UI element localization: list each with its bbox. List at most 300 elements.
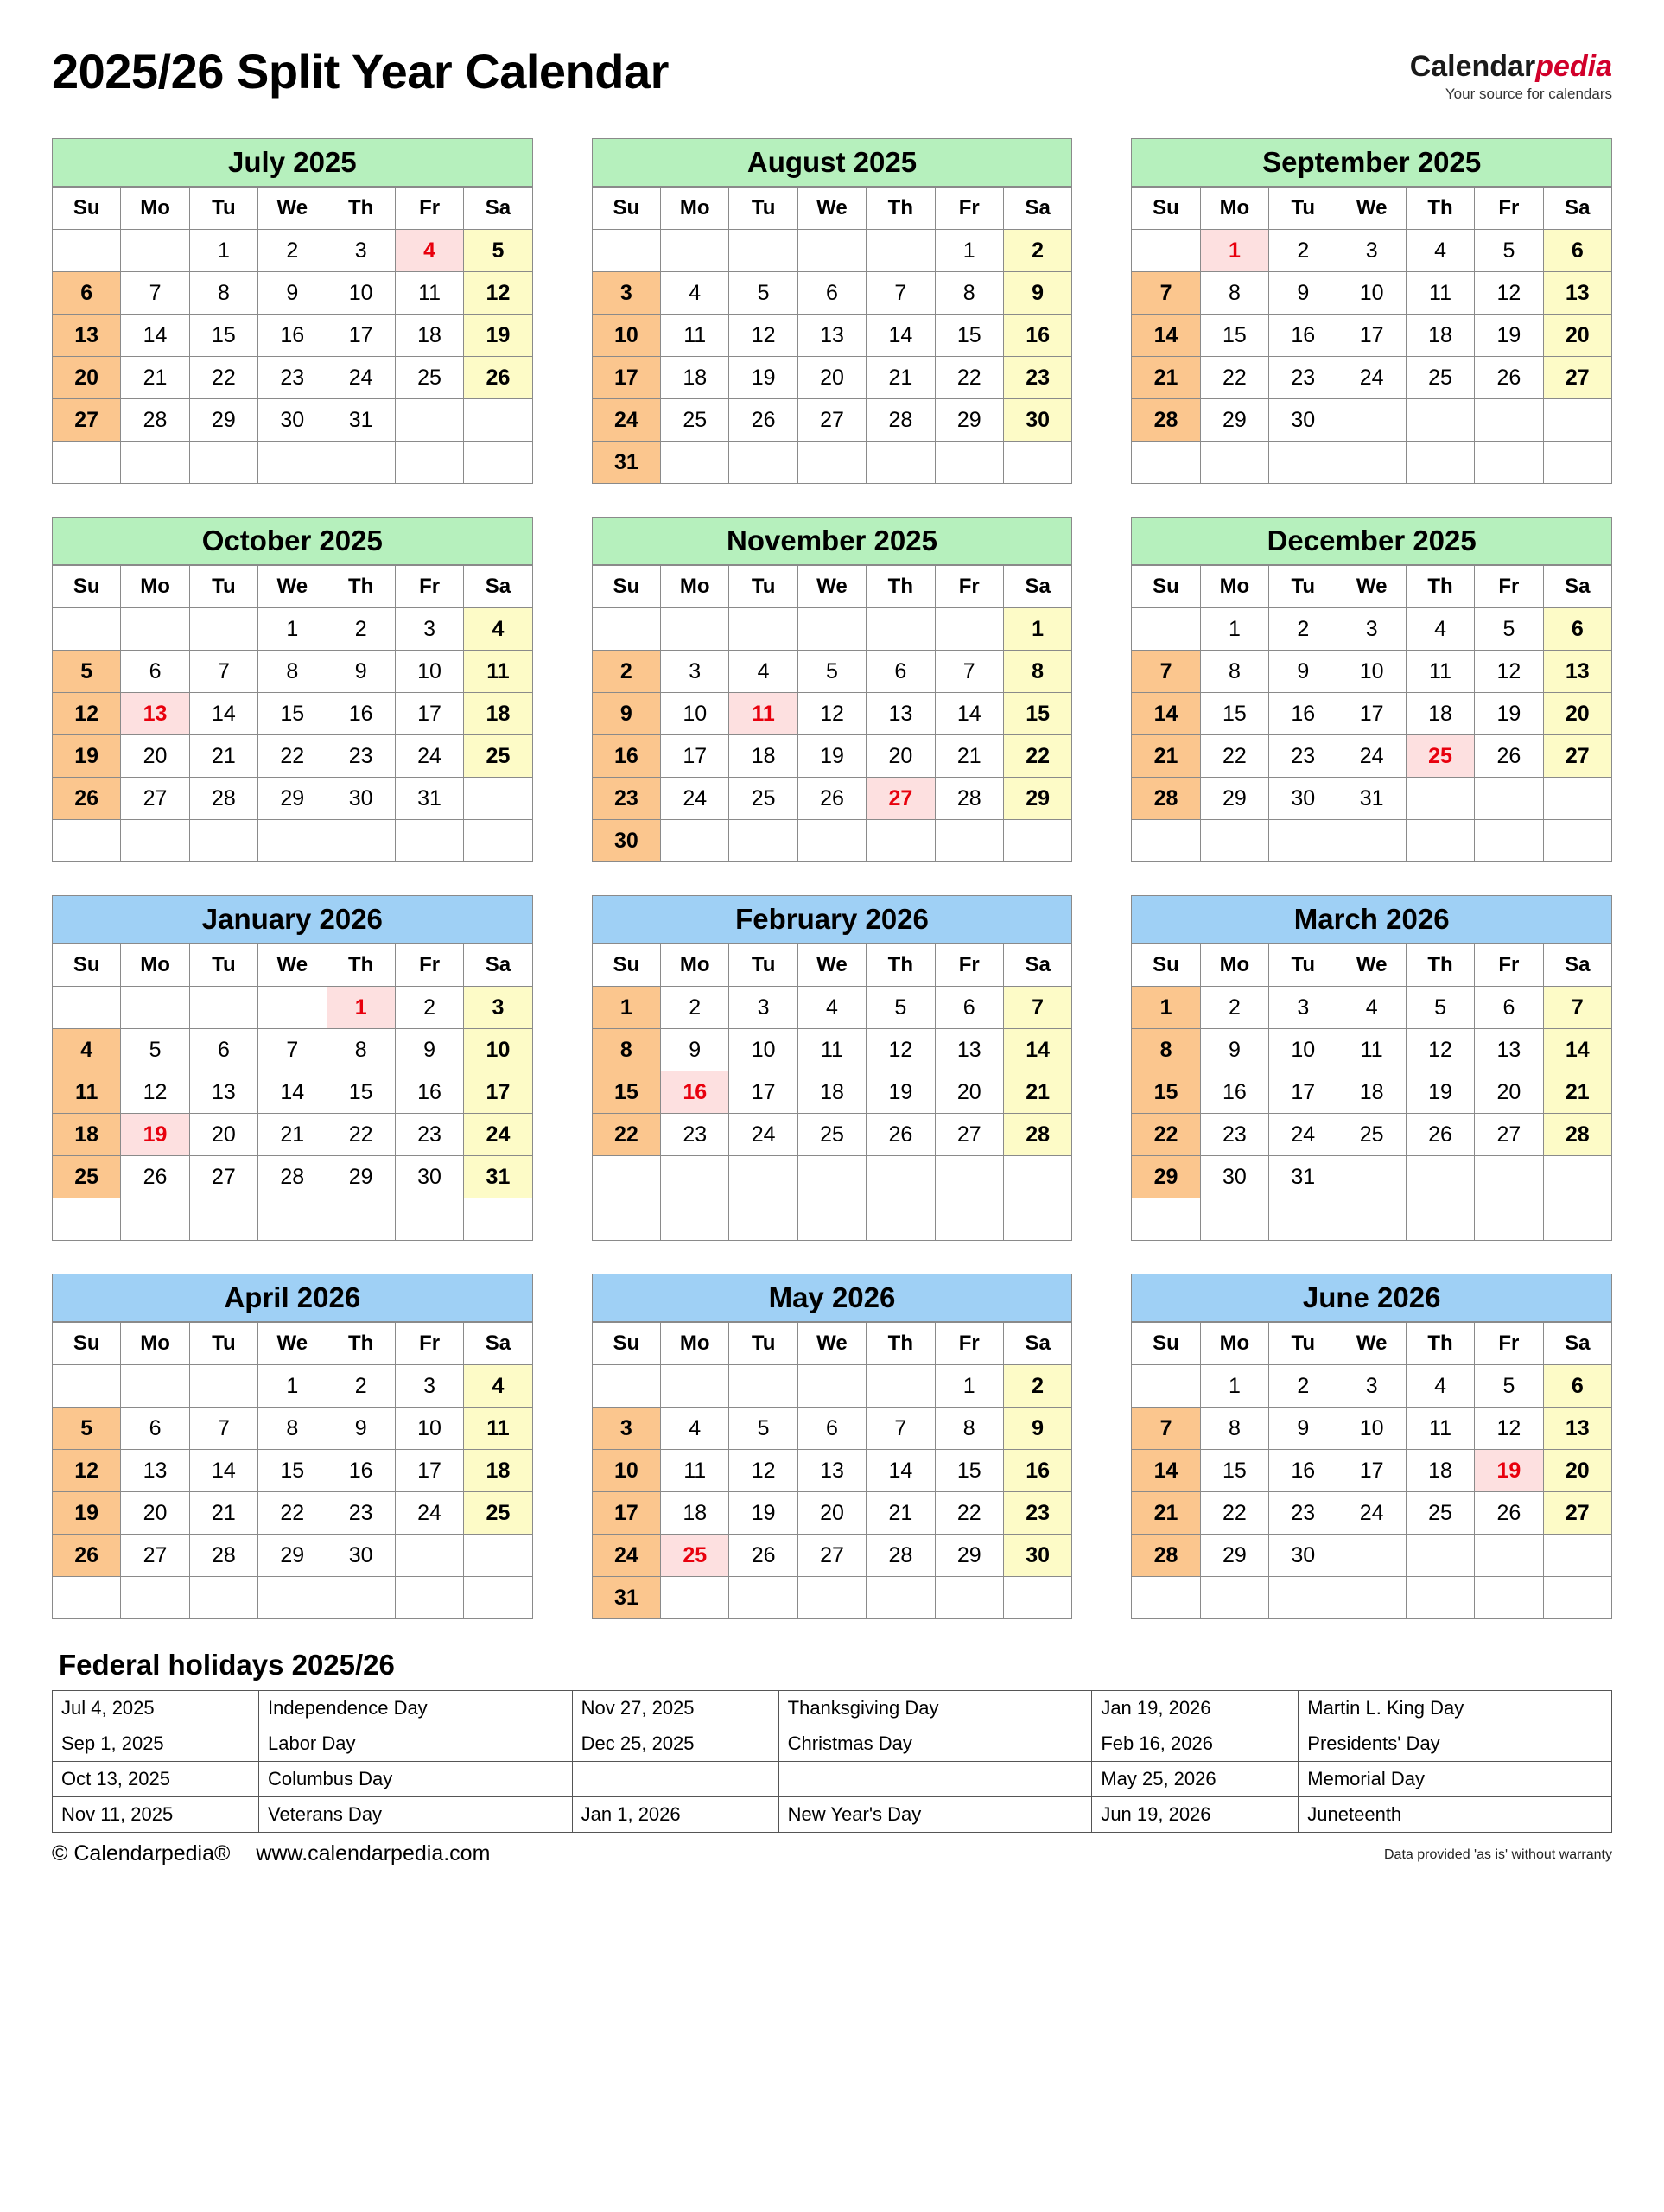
day-cell[interactable]: 12: [53, 693, 121, 735]
day-cell[interactable]: 4: [53, 1029, 121, 1071]
day-cell[interactable]: 29: [1200, 399, 1268, 442]
day-cell[interactable]: 6: [797, 272, 866, 315]
day-cell[interactable]: 28: [1132, 1535, 1200, 1577]
day-cell[interactable]: 25: [729, 778, 797, 820]
day-cell[interactable]: 12: [53, 1450, 121, 1492]
day-cell[interactable]: 1: [1200, 230, 1268, 272]
day-cell[interactable]: 16: [395, 1071, 463, 1114]
day-cell[interactable]: 11: [729, 693, 797, 735]
day-cell[interactable]: 12: [797, 693, 866, 735]
day-cell[interactable]: 6: [1475, 987, 1543, 1029]
day-cell[interactable]: 14: [1132, 315, 1200, 357]
day-cell[interactable]: 1: [1003, 608, 1071, 651]
day-cell[interactable]: 18: [464, 693, 532, 735]
day-cell[interactable]: 18: [53, 1114, 121, 1156]
day-cell[interactable]: 19: [867, 1071, 935, 1114]
day-cell[interactable]: 18: [661, 1492, 729, 1535]
day-cell[interactable]: 17: [464, 1071, 532, 1114]
day-cell[interactable]: 28: [867, 1535, 935, 1577]
day-cell[interactable]: 28: [1132, 399, 1200, 442]
day-cell[interactable]: 19: [797, 735, 866, 778]
day-cell[interactable]: 23: [1200, 1114, 1268, 1156]
day-cell[interactable]: 4: [1337, 987, 1406, 1029]
day-cell[interactable]: 11: [464, 651, 532, 693]
day-cell[interactable]: 19: [1475, 1450, 1543, 1492]
day-cell[interactable]: 15: [258, 1450, 327, 1492]
day-cell[interactable]: 2: [258, 230, 327, 272]
day-cell[interactable]: 5: [1475, 1365, 1543, 1408]
day-cell[interactable]: 10: [1337, 651, 1406, 693]
day-cell[interactable]: 29: [258, 778, 327, 820]
day-cell[interactable]: 21: [189, 735, 257, 778]
day-cell[interactable]: 16: [1269, 1450, 1337, 1492]
day-cell[interactable]: 13: [1543, 1408, 1611, 1450]
day-cell[interactable]: 5: [53, 1408, 121, 1450]
day-cell[interactable]: 30: [1200, 1156, 1268, 1198]
day-cell[interactable]: 15: [1200, 1450, 1268, 1492]
day-cell[interactable]: 14: [1543, 1029, 1611, 1071]
day-cell[interactable]: 12: [464, 272, 532, 315]
day-cell[interactable]: 23: [327, 735, 395, 778]
day-cell[interactable]: 20: [1475, 1071, 1543, 1114]
day-cell[interactable]: 26: [1406, 1114, 1474, 1156]
day-cell[interactable]: 9: [395, 1029, 463, 1071]
day-cell[interactable]: 1: [258, 608, 327, 651]
day-cell[interactable]: 8: [1132, 1029, 1200, 1071]
day-cell[interactable]: 27: [797, 1535, 866, 1577]
day-cell[interactable]: 30: [592, 820, 660, 862]
day-cell[interactable]: 3: [327, 230, 395, 272]
day-cell[interactable]: 9: [661, 1029, 729, 1071]
day-cell[interactable]: 10: [395, 1408, 463, 1450]
day-cell[interactable]: 15: [1003, 693, 1071, 735]
day-cell[interactable]: 28: [1003, 1114, 1071, 1156]
day-cell[interactable]: 27: [1543, 735, 1611, 778]
day-cell[interactable]: 19: [729, 357, 797, 399]
day-cell[interactable]: 22: [1132, 1114, 1200, 1156]
day-cell[interactable]: 17: [1337, 1450, 1406, 1492]
day-cell[interactable]: 6: [53, 272, 121, 315]
day-cell[interactable]: 14: [867, 1450, 935, 1492]
day-cell[interactable]: 27: [797, 399, 866, 442]
day-cell[interactable]: 3: [1337, 1365, 1406, 1408]
day-cell[interactable]: 10: [327, 272, 395, 315]
day-cell[interactable]: 5: [1475, 608, 1543, 651]
day-cell[interactable]: 23: [1003, 1492, 1071, 1535]
day-cell[interactable]: 2: [1269, 230, 1337, 272]
day-cell[interactable]: 25: [661, 1535, 729, 1577]
day-cell[interactable]: 13: [935, 1029, 1003, 1071]
day-cell[interactable]: 5: [729, 1408, 797, 1450]
day-cell[interactable]: 3: [592, 1408, 660, 1450]
day-cell[interactable]: 14: [121, 315, 189, 357]
day-cell[interactable]: 14: [1003, 1029, 1071, 1071]
day-cell[interactable]: 18: [1406, 693, 1474, 735]
day-cell[interactable]: 5: [1475, 230, 1543, 272]
day-cell[interactable]: 11: [1406, 1408, 1474, 1450]
day-cell[interactable]: 31: [395, 778, 463, 820]
day-cell[interactable]: 25: [464, 1492, 532, 1535]
day-cell[interactable]: 2: [1269, 1365, 1337, 1408]
day-cell[interactable]: 23: [395, 1114, 463, 1156]
day-cell[interactable]: 8: [1200, 272, 1268, 315]
day-cell[interactable]: 31: [592, 442, 660, 484]
day-cell[interactable]: 29: [935, 399, 1003, 442]
day-cell[interactable]: 28: [189, 1535, 257, 1577]
day-cell[interactable]: 24: [661, 778, 729, 820]
day-cell[interactable]: 16: [1003, 315, 1071, 357]
day-cell[interactable]: 13: [797, 1450, 866, 1492]
day-cell[interactable]: 8: [935, 272, 1003, 315]
day-cell[interactable]: 16: [1200, 1071, 1268, 1114]
day-cell[interactable]: 21: [121, 357, 189, 399]
day-cell[interactable]: 29: [1003, 778, 1071, 820]
day-cell[interactable]: 8: [258, 651, 327, 693]
day-cell[interactable]: 27: [121, 778, 189, 820]
day-cell[interactable]: 21: [1132, 735, 1200, 778]
day-cell[interactable]: 13: [1543, 272, 1611, 315]
day-cell[interactable]: 10: [592, 315, 660, 357]
day-cell[interactable]: 14: [1132, 1450, 1200, 1492]
day-cell[interactable]: 1: [592, 987, 660, 1029]
day-cell[interactable]: 17: [395, 1450, 463, 1492]
day-cell[interactable]: 8: [1200, 651, 1268, 693]
day-cell[interactable]: 8: [189, 272, 257, 315]
day-cell[interactable]: 6: [1543, 608, 1611, 651]
day-cell[interactable]: 25: [395, 357, 463, 399]
day-cell[interactable]: 4: [395, 230, 463, 272]
day-cell[interactable]: 26: [121, 1156, 189, 1198]
day-cell[interactable]: 8: [327, 1029, 395, 1071]
day-cell[interactable]: 17: [661, 735, 729, 778]
day-cell[interactable]: 3: [464, 987, 532, 1029]
day-cell[interactable]: 26: [867, 1114, 935, 1156]
day-cell[interactable]: 18: [464, 1450, 532, 1492]
day-cell[interactable]: 7: [1003, 987, 1071, 1029]
day-cell[interactable]: 12: [1475, 272, 1543, 315]
day-cell[interactable]: 13: [53, 315, 121, 357]
day-cell[interactable]: 14: [867, 315, 935, 357]
day-cell[interactable]: 3: [395, 1365, 463, 1408]
day-cell[interactable]: 7: [1132, 651, 1200, 693]
day-cell[interactable]: 21: [258, 1114, 327, 1156]
day-cell[interactable]: 1: [935, 1365, 1003, 1408]
day-cell[interactable]: 12: [1475, 651, 1543, 693]
day-cell[interactable]: 18: [661, 357, 729, 399]
day-cell[interactable]: 20: [1543, 693, 1611, 735]
day-cell[interactable]: 25: [1406, 735, 1474, 778]
day-cell[interactable]: 12: [121, 1071, 189, 1114]
day-cell[interactable]: 23: [1269, 357, 1337, 399]
day-cell[interactable]: 1: [1200, 608, 1268, 651]
day-cell[interactable]: 29: [327, 1156, 395, 1198]
day-cell[interactable]: 16: [258, 315, 327, 357]
day-cell[interactable]: 8: [1200, 1408, 1268, 1450]
day-cell[interactable]: 30: [1269, 778, 1337, 820]
day-cell[interactable]: 25: [53, 1156, 121, 1198]
day-cell[interactable]: 24: [1337, 735, 1406, 778]
day-cell[interactable]: 7: [1132, 1408, 1200, 1450]
day-cell[interactable]: 2: [327, 1365, 395, 1408]
day-cell[interactable]: 2: [661, 987, 729, 1029]
day-cell[interactable]: 18: [1406, 1450, 1474, 1492]
day-cell[interactable]: 24: [1337, 357, 1406, 399]
day-cell[interactable]: 5: [464, 230, 532, 272]
day-cell[interactable]: 17: [1337, 693, 1406, 735]
day-cell[interactable]: 18: [797, 1071, 866, 1114]
day-cell[interactable]: 20: [1543, 1450, 1611, 1492]
day-cell[interactable]: 4: [729, 651, 797, 693]
day-cell[interactable]: 5: [729, 272, 797, 315]
day-cell[interactable]: 4: [1406, 608, 1474, 651]
day-cell[interactable]: 6: [797, 1408, 866, 1450]
day-cell[interactable]: 5: [53, 651, 121, 693]
day-cell[interactable]: 10: [1269, 1029, 1337, 1071]
day-cell[interactable]: 26: [53, 778, 121, 820]
day-cell[interactable]: 12: [867, 1029, 935, 1071]
day-cell[interactable]: 30: [327, 1535, 395, 1577]
day-cell[interactable]: 9: [1200, 1029, 1268, 1071]
day-cell[interactable]: 27: [867, 778, 935, 820]
day-cell[interactable]: 6: [935, 987, 1003, 1029]
day-cell[interactable]: 26: [1475, 735, 1543, 778]
day-cell[interactable]: 1: [258, 1365, 327, 1408]
day-cell[interactable]: 16: [1269, 315, 1337, 357]
day-cell[interactable]: 17: [592, 1492, 660, 1535]
day-cell[interactable]: 27: [935, 1114, 1003, 1156]
day-cell[interactable]: 10: [1337, 1408, 1406, 1450]
day-cell[interactable]: 15: [327, 1071, 395, 1114]
day-cell[interactable]: 4: [464, 608, 532, 651]
day-cell[interactable]: 20: [797, 357, 866, 399]
day-cell[interactable]: 10: [592, 1450, 660, 1492]
day-cell[interactable]: 2: [1003, 230, 1071, 272]
day-cell[interactable]: 22: [258, 1492, 327, 1535]
day-cell[interactable]: 28: [867, 399, 935, 442]
day-cell[interactable]: 25: [1406, 1492, 1474, 1535]
day-cell[interactable]: 28: [189, 778, 257, 820]
day-cell[interactable]: 29: [1132, 1156, 1200, 1198]
day-cell[interactable]: 29: [189, 399, 257, 442]
day-cell[interactable]: 22: [935, 1492, 1003, 1535]
day-cell[interactable]: 29: [935, 1535, 1003, 1577]
day-cell[interactable]: 30: [1269, 1535, 1337, 1577]
day-cell[interactable]: 30: [327, 778, 395, 820]
day-cell[interactable]: 26: [729, 399, 797, 442]
day-cell[interactable]: 19: [464, 315, 532, 357]
day-cell[interactable]: 5: [797, 651, 866, 693]
day-cell[interactable]: 26: [1475, 357, 1543, 399]
day-cell[interactable]: 16: [661, 1071, 729, 1114]
day-cell[interactable]: 15: [258, 693, 327, 735]
day-cell[interactable]: 15: [1200, 315, 1268, 357]
day-cell[interactable]: 17: [327, 315, 395, 357]
day-cell[interactable]: 3: [1337, 608, 1406, 651]
day-cell[interactable]: 6: [1543, 230, 1611, 272]
day-cell[interactable]: 16: [592, 735, 660, 778]
day-cell[interactable]: 17: [395, 693, 463, 735]
day-cell[interactable]: 19: [729, 1492, 797, 1535]
day-cell[interactable]: 9: [1269, 651, 1337, 693]
day-cell[interactable]: 31: [1337, 778, 1406, 820]
day-cell[interactable]: 23: [327, 1492, 395, 1535]
day-cell[interactable]: 12: [1406, 1029, 1474, 1071]
day-cell[interactable]: 3: [1269, 987, 1337, 1029]
day-cell[interactable]: 16: [1003, 1450, 1071, 1492]
day-cell[interactable]: 22: [592, 1114, 660, 1156]
day-cell[interactable]: 13: [189, 1071, 257, 1114]
day-cell[interactable]: 15: [189, 315, 257, 357]
day-cell[interactable]: 27: [1543, 1492, 1611, 1535]
day-cell[interactable]: 9: [1003, 272, 1071, 315]
day-cell[interactable]: 27: [1543, 357, 1611, 399]
day-cell[interactable]: 11: [1406, 651, 1474, 693]
day-cell[interactable]: 18: [1406, 315, 1474, 357]
day-cell[interactable]: 18: [1337, 1071, 1406, 1114]
day-cell[interactable]: 4: [1406, 230, 1474, 272]
day-cell[interactable]: 16: [327, 693, 395, 735]
day-cell[interactable]: 2: [1269, 608, 1337, 651]
day-cell[interactable]: 29: [258, 1535, 327, 1577]
day-cell[interactable]: 7: [867, 272, 935, 315]
day-cell[interactable]: 28: [258, 1156, 327, 1198]
day-cell[interactable]: 24: [1269, 1114, 1337, 1156]
day-cell[interactable]: 22: [1200, 357, 1268, 399]
day-cell[interactable]: 2: [1200, 987, 1268, 1029]
day-cell[interactable]: 26: [53, 1535, 121, 1577]
day-cell[interactable]: 22: [1200, 1492, 1268, 1535]
day-cell[interactable]: 29: [1200, 778, 1268, 820]
day-cell[interactable]: 4: [661, 272, 729, 315]
day-cell[interactable]: 7: [189, 1408, 257, 1450]
day-cell[interactable]: 11: [1406, 272, 1474, 315]
day-cell[interactable]: 5: [121, 1029, 189, 1071]
day-cell[interactable]: 19: [1475, 693, 1543, 735]
day-cell[interactable]: 4: [661, 1408, 729, 1450]
day-cell[interactable]: 31: [592, 1577, 660, 1619]
day-cell[interactable]: 20: [121, 1492, 189, 1535]
day-cell[interactable]: 17: [1337, 315, 1406, 357]
day-cell[interactable]: 1: [935, 230, 1003, 272]
day-cell[interactable]: 11: [661, 315, 729, 357]
day-cell[interactable]: 7: [1543, 987, 1611, 1029]
day-cell[interactable]: 1: [1200, 1365, 1268, 1408]
day-cell[interactable]: 12: [729, 315, 797, 357]
day-cell[interactable]: 14: [935, 693, 1003, 735]
day-cell[interactable]: 8: [1003, 651, 1071, 693]
day-cell[interactable]: 24: [464, 1114, 532, 1156]
day-cell[interactable]: 14: [189, 1450, 257, 1492]
day-cell[interactable]: 20: [53, 357, 121, 399]
day-cell[interactable]: 4: [1406, 1365, 1474, 1408]
day-cell[interactable]: 14: [1132, 693, 1200, 735]
day-cell[interactable]: 23: [592, 778, 660, 820]
day-cell[interactable]: 5: [867, 987, 935, 1029]
day-cell[interactable]: 13: [797, 315, 866, 357]
day-cell[interactable]: 19: [121, 1114, 189, 1156]
day-cell[interactable]: 11: [395, 272, 463, 315]
day-cell[interactable]: 3: [395, 608, 463, 651]
day-cell[interactable]: 25: [464, 735, 532, 778]
day-cell[interactable]: 22: [935, 357, 1003, 399]
day-cell[interactable]: 13: [1475, 1029, 1543, 1071]
day-cell[interactable]: 17: [729, 1071, 797, 1114]
day-cell[interactable]: 7: [1132, 272, 1200, 315]
day-cell[interactable]: 2: [592, 651, 660, 693]
day-cell[interactable]: 21: [1132, 357, 1200, 399]
day-cell[interactable]: 24: [395, 1492, 463, 1535]
day-cell[interactable]: 17: [592, 357, 660, 399]
day-cell[interactable]: 20: [797, 1492, 866, 1535]
day-cell[interactable]: 23: [258, 357, 327, 399]
day-cell[interactable]: 7: [258, 1029, 327, 1071]
day-cell[interactable]: 9: [592, 693, 660, 735]
day-cell[interactable]: 9: [1269, 272, 1337, 315]
day-cell[interactable]: 23: [661, 1114, 729, 1156]
day-cell[interactable]: 31: [464, 1156, 532, 1198]
day-cell[interactable]: 15: [1132, 1071, 1200, 1114]
day-cell[interactable]: 20: [1543, 315, 1611, 357]
day-cell[interactable]: 1: [327, 987, 395, 1029]
day-cell[interactable]: 9: [327, 1408, 395, 1450]
day-cell[interactable]: 20: [935, 1071, 1003, 1114]
day-cell[interactable]: 9: [327, 651, 395, 693]
day-cell[interactable]: 27: [53, 399, 121, 442]
day-cell[interactable]: 4: [797, 987, 866, 1029]
day-cell[interactable]: 24: [1337, 1492, 1406, 1535]
footer-url[interactable]: www.calendarpedia.com: [256, 1841, 491, 1866]
day-cell[interactable]: 6: [121, 1408, 189, 1450]
day-cell[interactable]: 14: [258, 1071, 327, 1114]
day-cell[interactable]: 13: [121, 1450, 189, 1492]
day-cell[interactable]: 6: [867, 651, 935, 693]
day-cell[interactable]: 11: [53, 1071, 121, 1114]
day-cell[interactable]: 2: [327, 608, 395, 651]
day-cell[interactable]: 31: [327, 399, 395, 442]
day-cell[interactable]: 21: [1003, 1071, 1071, 1114]
day-cell[interactable]: 26: [464, 357, 532, 399]
day-cell[interactable]: 22: [1003, 735, 1071, 778]
day-cell[interactable]: 21: [1543, 1071, 1611, 1114]
day-cell[interactable]: 24: [327, 357, 395, 399]
day-cell[interactable]: 2: [395, 987, 463, 1029]
day-cell[interactable]: 22: [1200, 735, 1268, 778]
day-cell[interactable]: 7: [189, 651, 257, 693]
day-cell[interactable]: 26: [797, 778, 866, 820]
day-cell[interactable]: 27: [189, 1156, 257, 1198]
day-cell[interactable]: 15: [1200, 693, 1268, 735]
day-cell[interactable]: 14: [189, 693, 257, 735]
day-cell[interactable]: 30: [1269, 399, 1337, 442]
day-cell[interactable]: 29: [1200, 1535, 1268, 1577]
day-cell[interactable]: 13: [867, 693, 935, 735]
day-cell[interactable]: 10: [729, 1029, 797, 1071]
day-cell[interactable]: 12: [729, 1450, 797, 1492]
day-cell[interactable]: 25: [1337, 1114, 1406, 1156]
day-cell[interactable]: 24: [592, 399, 660, 442]
day-cell[interactable]: 22: [258, 735, 327, 778]
day-cell[interactable]: 20: [189, 1114, 257, 1156]
day-cell[interactable]: 11: [797, 1029, 866, 1071]
day-cell[interactable]: 16: [327, 1450, 395, 1492]
day-cell[interactable]: 24: [729, 1114, 797, 1156]
day-cell[interactable]: 1: [189, 230, 257, 272]
day-cell[interactable]: 22: [327, 1114, 395, 1156]
day-cell[interactable]: 23: [1003, 357, 1071, 399]
day-cell[interactable]: 7: [935, 651, 1003, 693]
day-cell[interactable]: 21: [189, 1492, 257, 1535]
day-cell[interactable]: 28: [121, 399, 189, 442]
